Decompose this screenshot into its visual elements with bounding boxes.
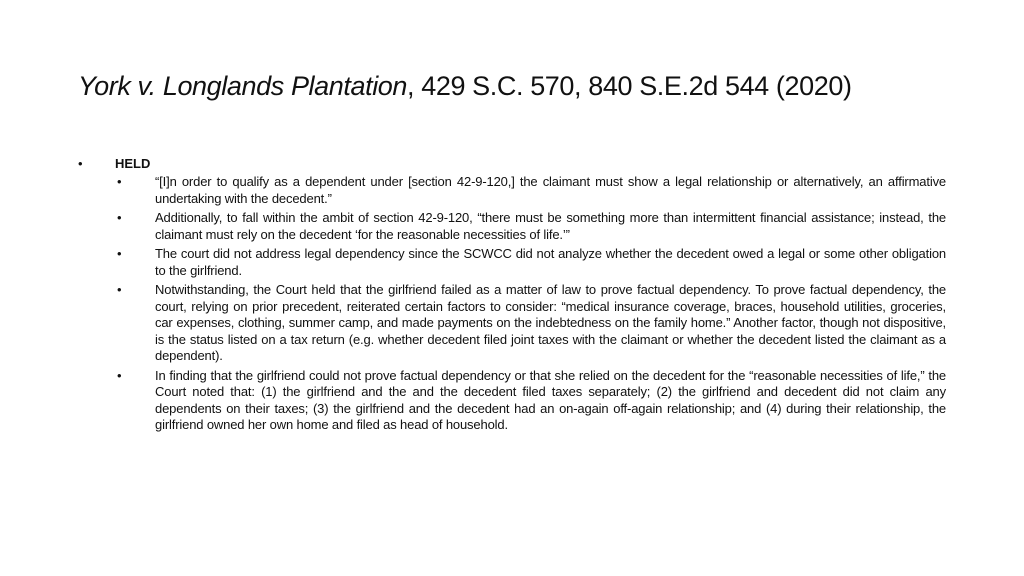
bullet-dot: • (78, 156, 83, 171)
held-points-list (78, 174, 946, 434)
held-point-text: “[I]n order to qualify as a dependent under [section 42-9-120,] the claimant must show a legal relationship or alternatively, an affirmative undertaking with the decedent.” (155, 174, 946, 206)
held-point (78, 174, 946, 207)
held-bullet (78, 156, 946, 172)
bullet-dot: • (117, 367, 122, 383)
case-citation: , 429 S.C. 570, 840 S.E.2d 544 (2020) (407, 71, 852, 101)
held-point-text: Additionally, to fall within the ambit of section 42-9-120, “there must be something more than intermittent financial assistance; instead, the claimant must rely on the decedent ‘for the reasonable necessities of life.’” (155, 210, 946, 242)
held-point (78, 210, 946, 243)
bullet-dot: • (117, 246, 122, 261)
case-name: York v. Longlands Plantation (78, 71, 408, 101)
held-point-text: The court did not address legal dependency since the SCWCC did not analyze whether the decedent owed a legal or some other obligation to the girlfriend. (155, 246, 946, 278)
bullet-dot: • (117, 210, 122, 225)
bullet-dot: • (117, 282, 122, 297)
slide-content (78, 156, 946, 437)
held-point (78, 368, 946, 434)
held-point (78, 246, 946, 279)
held-point (78, 282, 946, 365)
held-point-text: Notwithstanding, the Court held that the girlfriend failed as a matter of law to prove factual dependency. To prove factual dependency, the court, relying on prior precedent, reiterated certain factors to consider: “medical insurance coverage, braces, household utilities, groceries, car expenses, clothing, summer camp, and made payments on the indebtedness on the family home.” Another factor, though not dispositive, is the status listed on a tax return (e.g. whether decedent filed joint taxes with the claimant or whether the decedent listed the claimant as a dependent). (155, 282, 946, 363)
slide-title (78, 68, 958, 104)
held-point-text: In finding that the girlfriend could not prove factual dependency or that she relied on the decedent for the “reasonable necessities of life,” the Court noted that: (1) the girlfriend and the and the decedent filed taxes separately; (2) the girlfriend and decedent did not claim any dependents on their taxes; (3) the girlfriend and the decedent had an on-again off-again relationship; and (4) during their relationship, the girlfriend owned her own home and filed as head of household. (155, 367, 946, 432)
bullet-dot: • (117, 174, 122, 189)
held-label: HELD (115, 156, 151, 171)
